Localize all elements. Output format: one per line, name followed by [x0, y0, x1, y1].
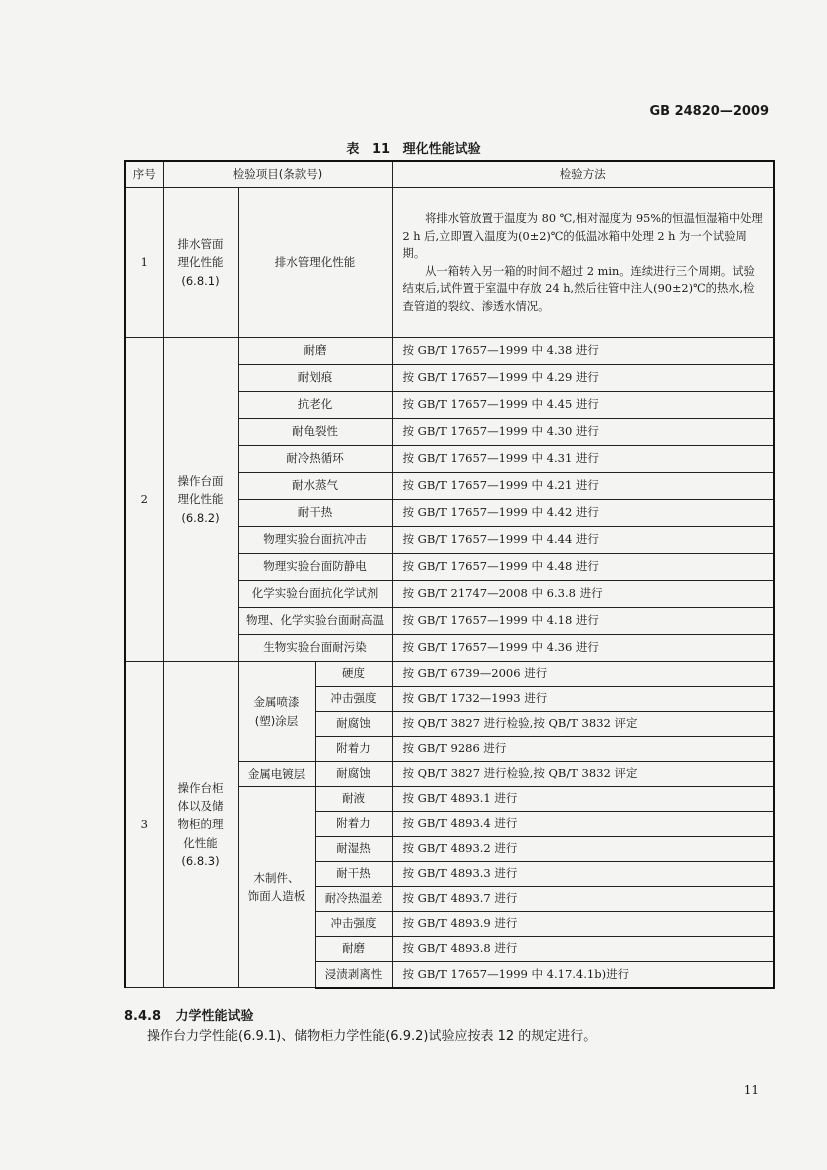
standard-id: GB 24820—2009 — [649, 104, 769, 119]
section-body-text: 操作台力学性能(6.9.1)、储物柜力学性能(6.9.2)试验应按表 12 的规定进行。 — [147, 1029, 597, 1044]
group1-item: 排水管理化性能 — [238, 188, 392, 338]
test-item: 耐液 — [315, 787, 392, 812]
test-item: 抗老化 — [238, 392, 392, 419]
test-method: 按 GB/T 17657—1999 中 4.29 进行 — [392, 365, 774, 392]
test-method: 按 GB/T 17657—1999 中 4.42 进行 — [392, 500, 774, 527]
test-item: 耐磨 — [315, 937, 392, 962]
test-method: 按 GB/T 17657—1999 中 4.30 进行 — [392, 419, 774, 446]
test-method: 按 GB/T 17657—1999 中 4.45 进行 — [392, 392, 774, 419]
test-item: 耐腐蚀 — [315, 712, 392, 737]
group1-category: 排水管面 理化性能 (6.8.1) — [163, 188, 238, 338]
test-method: 按 GB/T 4893.3 进行 — [392, 862, 774, 887]
test-method: 按 GB/T 17657—1999 中 4.44 进行 — [392, 527, 774, 554]
method-paragraph-1: 将排水管放置于温度为 80 ℃,相对湿度为 95%的恒温恒湿箱中处理 2 h 后,立即置入温度为(0±2)℃的低温冰箱中处理 2 h 为一个试验周期。 — [402, 212, 763, 260]
header-no: 序号 — [125, 161, 163, 188]
test-method: 按 GB/T 17657—1999 中 4.17.4.1b)进行 — [392, 962, 774, 988]
page-number: 11 — [743, 1083, 759, 1097]
test-method: 按 GB/T 4893.2 进行 — [392, 837, 774, 862]
group2-category: 操作台面 理化性能 (6.8.2) — [163, 338, 238, 662]
table-row — [125, 662, 774, 687]
header-item: 检验项目(条款号) — [163, 161, 392, 188]
test-method: 按 GB/T 1732—1993 进行 — [392, 687, 774, 712]
test-item: 耐干热 — [238, 500, 392, 527]
test-method: 按 GB/T 17657—1999 中 4.48 进行 — [392, 554, 774, 581]
subgroup-plating: 金属电镀层 — [238, 762, 315, 787]
test-method: 按 QB/T 3827 进行检验,按 QB/T 3832 评定 — [392, 762, 774, 787]
group3-category: 操作台柜 体以及储 物柜的理 化性能 (6.8.3) — [163, 662, 238, 988]
test-method: 按 GB/T 9286 进行 — [392, 737, 774, 762]
test-item: 物理实验台面抗冲击 — [238, 527, 392, 554]
group2-no: 2 — [125, 338, 163, 662]
test-method: 按 GB/T 17657—1999 中 4.36 进行 — [392, 635, 774, 662]
test-method: 按 GB/T 4893.7 进行 — [392, 887, 774, 912]
test-item: 冲击强度 — [315, 687, 392, 712]
method-paragraph-2: 从一箱转入另一箱的时间不超过 2 min。连续进行三个周期。试验结束后,试件置于室温中存放 24 h,然后往管中注人(90±2)℃的热水,检查管道的裂纹、渗透水情况。 — [402, 264, 755, 313]
table-row — [125, 338, 774, 365]
test-method: 按 GB/T 17657—1999 中 4.21 进行 — [392, 473, 774, 500]
subgroup-wood: 木制件、 饰面人造板 — [238, 787, 315, 988]
group1-method — [392, 188, 774, 338]
group3-no: 3 — [125, 662, 163, 988]
test-item: 附着力 — [315, 737, 392, 762]
table-caption: 表 11 理化性能试验 — [346, 142, 481, 157]
test-item: 化学实验台面抗化学试剂 — [238, 581, 392, 608]
test-method: 按 GB/T 17657—1999 中 4.18 进行 — [392, 608, 774, 635]
test-method: 按 GB/T 4893.4 进行 — [392, 812, 774, 837]
test-method: 按 GB/T 21747—2008 中 6.3.8 进行 — [392, 581, 774, 608]
test-item: 耐龟裂性 — [238, 419, 392, 446]
test-item: 耐湿热 — [315, 837, 392, 862]
test-method: 按 GB/T 4893.1 进行 — [392, 787, 774, 812]
test-method: 按 GB/T 17657—1999 中 4.31 进行 — [392, 446, 774, 473]
table-header-row — [125, 161, 774, 188]
section-heading — [124, 1005, 254, 1024]
header-method: 检验方法 — [392, 161, 774, 188]
test-item: 耐干热 — [315, 862, 392, 887]
test-method: 按 GB/T 6739—2006 进行 — [392, 662, 774, 687]
test-item: 耐冷热温差 — [315, 887, 392, 912]
group1-row — [125, 188, 774, 338]
group1-no: 1 — [125, 188, 163, 338]
test-item: 硬度 — [315, 662, 392, 687]
test-method: 按 GB/T 4893.8 进行 — [392, 937, 774, 962]
test-item: 耐腐蚀 — [315, 762, 392, 787]
test-method: 按 GB/T 4893.9 进行 — [392, 912, 774, 937]
test-item: 附着力 — [315, 812, 392, 837]
test-item: 耐冷热循环 — [238, 446, 392, 473]
test-method: 按 GB/T 17657—1999 中 4.38 进行 — [392, 338, 774, 365]
test-method: 按 QB/T 3827 进行检验,按 QB/T 3832 评定 — [392, 712, 774, 737]
test-item: 物理、化学实验台面耐高温 — [238, 608, 392, 635]
test-item: 生物实验台面耐污染 — [238, 635, 392, 662]
test-item: 物理实验台面防静电 — [238, 554, 392, 581]
section-number: 8.4.8 — [124, 1009, 162, 1024]
test-item: 耐划痕 — [238, 365, 392, 392]
subgroup-paint: 金属喷漆 (塑)涂层 — [238, 662, 315, 762]
test-item: 冲击强度 — [315, 912, 392, 937]
section-title: 力学性能试验 — [175, 1009, 254, 1024]
test-item: 耐磨 — [238, 338, 392, 365]
test-item: 耐水蒸气 — [238, 473, 392, 500]
test-item: 浸渍剥离性 — [315, 962, 392, 988]
physicochemical-test-table — [124, 160, 775, 989]
